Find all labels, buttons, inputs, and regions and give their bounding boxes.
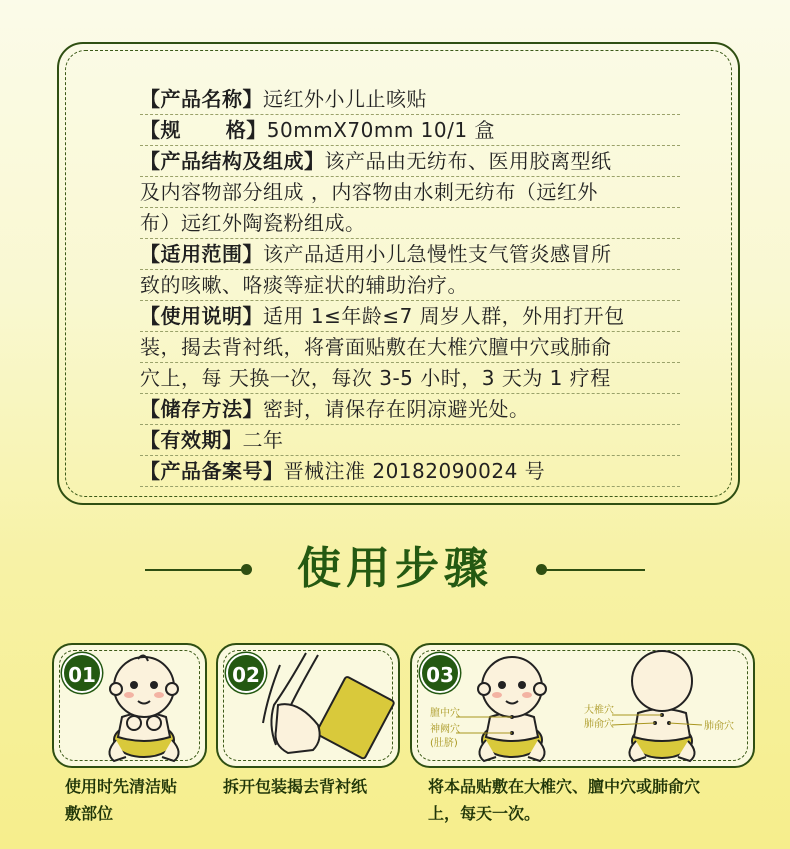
step-2-caption <box>223 773 413 800</box>
step-3-caption-line: 将本品贴敷在大椎穴、膻中穴或肺俞穴 <box>428 777 701 796</box>
spec-value: 二年 <box>242 428 284 452</box>
step-3-number: 03 <box>420 653 460 693</box>
spec-line <box>140 270 680 301</box>
spec-line <box>140 84 680 115</box>
spec-line <box>140 115 680 146</box>
section-title <box>0 535 790 605</box>
spec-value: 装，揭去背衬纸，将膏面贴敷在大椎穴膻中穴或肺俞 <box>140 335 612 359</box>
spec-line <box>140 425 680 456</box>
label-shenque: 神阙穴 <box>430 724 460 735</box>
spec-label: 【产品名称】 <box>140 87 263 111</box>
spec-value: 该产品由无纺布、医用胶离型纸 <box>324 149 612 173</box>
baby-cleaning-illustration <box>54 645 209 770</box>
spec-label: 【适用范围】 <box>140 242 263 266</box>
spec-line <box>140 177 680 208</box>
title-left-line <box>145 569 250 571</box>
step-2-caption-line: 拆开包装揭去背衬纸 <box>223 777 368 796</box>
spec-value: 及内容物部分组成 ，内容物由水刺无纺布（远红外 <box>140 180 598 204</box>
title-right-line <box>540 569 645 571</box>
spec-value: 致的咳嗽、咯痰等症状的辅助治疗。 <box>140 273 468 297</box>
step-1-caption-line: 敷部位 <box>65 804 114 823</box>
spec-line <box>140 301 680 332</box>
step-3-card <box>410 643 755 768</box>
spec-value: 晋械注准 20182090024 号 <box>283 459 546 483</box>
label-feishu-right: 肺俞穴 <box>704 721 734 732</box>
spec-line <box>140 146 680 177</box>
spec-label: 【产品备案号】 <box>140 459 284 483</box>
step-2-card <box>216 643 400 768</box>
spec-value: 50mmX70mm 10/1 盒 <box>266 118 495 142</box>
step-1-caption <box>65 773 215 827</box>
label-navel: (肚脐) <box>430 738 458 749</box>
spec-line <box>140 239 680 270</box>
spec-label: 【有效期】 <box>140 428 243 452</box>
peel-backing-illustration <box>218 645 402 770</box>
section-heading: 使用步骤 <box>297 543 493 594</box>
label-tanzhong: 膻中穴 <box>430 708 460 719</box>
spec-value: 适用 1≤年龄≤7 周岁人群，外用打开包 <box>263 304 625 328</box>
spec-value: 该产品适用小儿急慢性支气管炎感冒所 <box>263 242 612 266</box>
spec-value: 密封，请保存在阴凉避光处。 <box>263 397 530 421</box>
label-feishu-left: 肺俞穴 <box>584 719 614 730</box>
spec-label: 【产品结构及组成】 <box>140 149 325 173</box>
spec-value: 远红外小儿止咳贴 <box>263 87 427 111</box>
spec-line <box>140 363 680 394</box>
step-3-caption <box>428 773 758 827</box>
acupoint-illustration <box>412 645 757 770</box>
spec-line <box>140 394 680 425</box>
spec-label: 【规 格】 <box>140 118 267 142</box>
spec-line <box>140 208 680 239</box>
step-3-caption-line: 上，每天一次。 <box>428 804 541 823</box>
spec-list <box>140 84 700 487</box>
title-left-dot <box>241 564 252 575</box>
step-1-caption-line: 使用时先清洁贴 <box>65 777 178 796</box>
spec-value: 穴上，每 天换一次，每次 3-5 小时，3 天为 1 疗程 <box>140 366 611 390</box>
step-2-number: 02 <box>226 653 266 693</box>
step-1-card <box>52 643 207 768</box>
spec-value: 布）远红外陶瓷粉组成。 <box>140 211 366 235</box>
spec-line <box>140 332 680 363</box>
label-dazhui: 大椎穴 <box>584 705 614 716</box>
spec-label: 【储存方法】 <box>140 397 263 421</box>
spec-label: 【使用说明】 <box>140 304 263 328</box>
spec-line <box>140 456 680 487</box>
step-1-number: 01 <box>62 653 102 693</box>
